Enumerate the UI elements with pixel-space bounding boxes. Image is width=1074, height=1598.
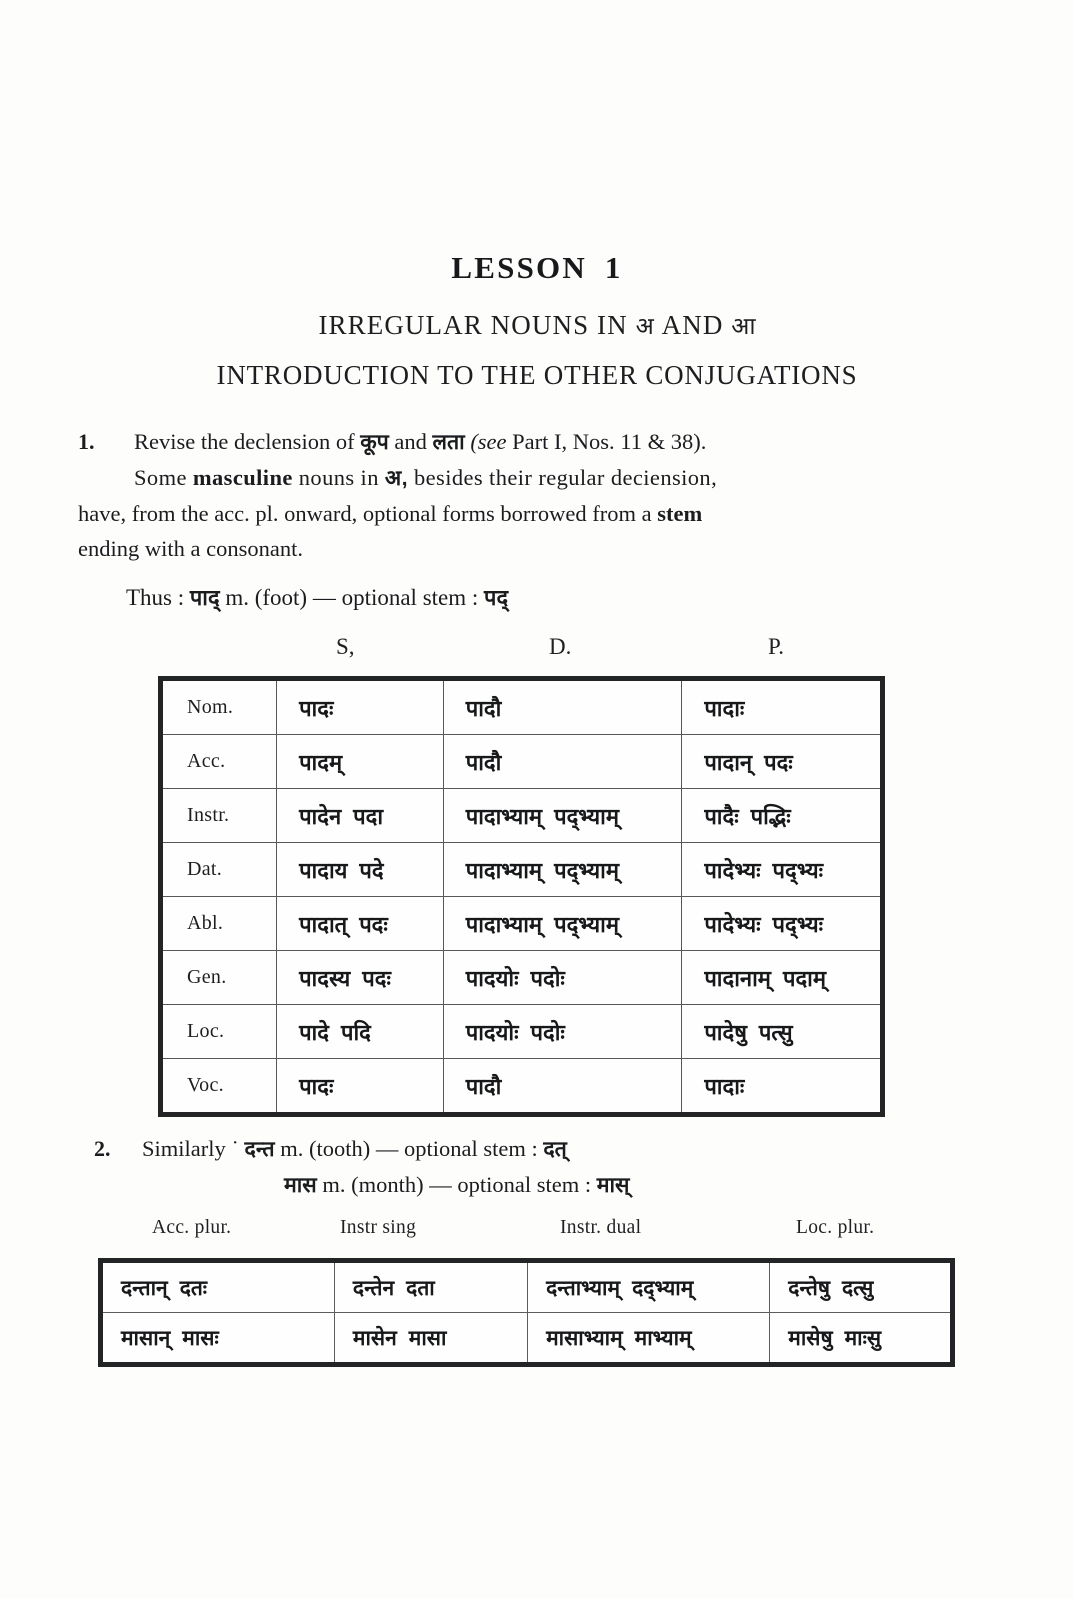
form-primary: पादाः [704, 695, 745, 721]
section-2-paragraph [94, 1131, 974, 1203]
cell-masa-instr-sing [334, 1313, 527, 1365]
cell-gen-sing [277, 951, 444, 1005]
optional-stem-mas: मास् [596, 1173, 630, 1197]
table-row [161, 735, 883, 789]
cell-loc-plur [682, 1005, 883, 1059]
optional-stem-dat: दत् [543, 1137, 567, 1161]
form-alt: पद्भिः [750, 803, 791, 829]
case-label-voc: Voc. [161, 1059, 277, 1115]
form-alt: दद्भ्याम् [632, 1276, 694, 1300]
form-primary: पादेन [299, 803, 342, 829]
declension-table [158, 676, 885, 1117]
cell-loc-sing [277, 1005, 444, 1059]
cell-acc-dual [443, 735, 682, 789]
case-label-instr: Instr. [161, 789, 277, 843]
form-primary: पादाः [704, 1073, 745, 1099]
subtitle-line-1 [0, 309, 1074, 341]
table-row [161, 951, 883, 1005]
page-title [0, 250, 1074, 286]
cell-instr-dual [443, 789, 682, 843]
s2-l2-gloss: m. (month) — optional stem : [322, 1172, 592, 1197]
cell-masa-instr-dual [528, 1313, 770, 1365]
section-2-line-2 [94, 1167, 974, 1203]
form-alt: पद्भ्यः [772, 911, 824, 937]
s1-l3-a: have, from the acc. pl. onward, optional forms borrowed from a [78, 501, 652, 526]
cell-voc-plur [682, 1059, 883, 1115]
s1-l1-d: Part I, Nos. 11 & 38). [512, 429, 707, 454]
form-alt: पद्भ्याम् [554, 857, 620, 883]
form-alt: पदोः [530, 965, 565, 991]
section-1-number: 1. [78, 429, 95, 454]
cell-nom-dual [443, 679, 682, 735]
table-row [161, 1005, 883, 1059]
lesson-title-word: LESSON [451, 250, 587, 285]
form-alt: पदः [764, 749, 793, 775]
cell-abl-dual [443, 897, 682, 951]
main-table-header-plural: P. [768, 634, 784, 659]
cell-dat-sing [277, 843, 444, 897]
cell-masa-loc-plur [770, 1313, 953, 1365]
case-label-dat: Dat. [161, 843, 277, 897]
cell-gen-plur [682, 951, 883, 1005]
form-primary: पादे [299, 1019, 329, 1045]
form-primary: दन्ताभ्याम् [546, 1276, 621, 1300]
form-primary: मासाभ्याम् [546, 1326, 623, 1350]
section-1-line-3 [78, 496, 978, 531]
subtitle-devanagari-a: अ [635, 313, 654, 340]
form-primary: मासेषु [788, 1326, 833, 1350]
bottom-table-header-instr-sing: Instr sing [340, 1217, 417, 1238]
form-alt: पदा [353, 803, 384, 829]
case-label-nom: Nom. [161, 679, 277, 735]
form-primary: पादः [299, 695, 334, 721]
form-primary: पादौ [465, 695, 502, 721]
table-row [161, 1059, 883, 1115]
form-primary: पादेभ्यः [704, 857, 761, 883]
form-primary: पादाभ्याम् [465, 911, 543, 937]
form-primary: मासान् [121, 1326, 171, 1350]
form-primary: पादेषु [704, 1019, 747, 1045]
lesson-number: 1 [604, 250, 623, 285]
cell-danta-acc-plur [101, 1261, 335, 1313]
subtitle-text-a: IRREGULAR NOUNS IN [318, 310, 628, 340]
form-primary: पादाभ्याम् [465, 803, 543, 829]
cell-acc-sing [277, 735, 444, 789]
cell-loc-dual [443, 1005, 682, 1059]
main-table-header-dual: D. [549, 634, 572, 659]
s1-word-kupa: कूप [360, 430, 389, 454]
case-label-acc: Acc. [161, 735, 277, 789]
form-primary: मासेन [352, 1326, 397, 1350]
form-primary: दन्तेन [352, 1276, 395, 1300]
s1-l2-b: nouns in [298, 465, 379, 490]
subtitle-text-b: AND [661, 310, 724, 340]
form-primary: दन्तेषु [788, 1276, 831, 1300]
s1-l2-bold: masculine [192, 465, 293, 490]
subtitle-devanagari-aa: आ [731, 313, 756, 340]
cell-gen-dual [443, 951, 682, 1005]
form-alt: दतः [179, 1276, 208, 1300]
similar-nouns-table [98, 1258, 955, 1367]
form-primary: पादस्य [299, 965, 351, 991]
table-row [161, 897, 883, 951]
subtitle-line-2: INTRODUCTION TO THE OTHER CONJUGATIONS [216, 360, 858, 390]
form-alt: पद्भ्याम् [554, 911, 620, 937]
form-primary: पादैः [704, 803, 739, 829]
case-label-gen: Gen. [161, 951, 277, 1005]
s1-l3-bold: stem [657, 501, 703, 526]
word-masa: मास [284, 1173, 317, 1197]
form-primary: पादम् [299, 749, 343, 775]
thus-line [126, 583, 508, 612]
form-primary: पादः [299, 1073, 334, 1099]
cell-voc-dual [443, 1059, 682, 1115]
thus-label: Thus : [126, 585, 185, 610]
section-1-line-1 [78, 424, 978, 460]
optional-stem-pad: पद् [484, 585, 509, 610]
form-primary: पादयोः [465, 965, 519, 991]
form-alt: पदः [362, 965, 391, 991]
section-1-line-4: ending with a consonant. [78, 536, 303, 561]
cell-instr-sing [277, 789, 444, 843]
s1-see-italic: (see [470, 429, 507, 454]
form-primary: पादाभ्याम् [465, 857, 543, 883]
form-primary: पादानाम् [704, 965, 771, 991]
cell-danta-instr-sing [334, 1261, 527, 1313]
cell-acc-plur [682, 735, 883, 789]
table-row [161, 679, 883, 735]
form-alt: माःसु [844, 1326, 882, 1350]
word-danta: दन्त [244, 1137, 275, 1161]
thus-gloss: m. (foot) — optional stem : [225, 585, 479, 610]
cell-nom-plur [682, 679, 883, 735]
s2-l1-gloss: m. (tooth) — optional stem : [280, 1136, 538, 1161]
section-1-line-2 [78, 460, 978, 496]
form-alt: मासः [182, 1326, 219, 1350]
s1-l1-a: Revise the declension of [134, 429, 355, 454]
case-label-loc: Loc. [161, 1005, 277, 1059]
cell-dat-dual [443, 843, 682, 897]
form-alt: दत्सु [842, 1276, 874, 1300]
form-alt: पदाम् [782, 965, 826, 991]
form-primary: पादेभ्यः [704, 911, 761, 937]
bottom-table-header-loc-plur: Loc. plur. [796, 1217, 875, 1238]
form-alt: पत्सु [758, 1019, 793, 1045]
section-2-line-1 [94, 1131, 974, 1167]
form-primary: पादान् [704, 749, 753, 775]
bottom-table-header-instr-dual: Instr. dual [560, 1217, 642, 1238]
table-row [101, 1313, 953, 1365]
form-primary: दन्तान् [121, 1276, 168, 1300]
form-primary: पादौ [465, 749, 502, 775]
form-alt: पद्भ्यः [772, 857, 824, 883]
s1-word-a-vowel: अ, [384, 466, 408, 490]
table-row [161, 789, 883, 843]
s2-similarly: Similarly ˙ [142, 1136, 239, 1161]
cell-dat-plur [682, 843, 883, 897]
table-row [161, 843, 883, 897]
cell-voc-sing [277, 1059, 444, 1115]
form-alt: पदि [340, 1019, 371, 1045]
cell-masa-acc-plur [101, 1313, 335, 1365]
cell-danta-loc-plur [770, 1261, 953, 1313]
case-label-abl: Abl. [161, 897, 277, 951]
form-alt: माभ्याम् [634, 1326, 692, 1350]
bottom-table-header-acc-plur: Acc. plur. [152, 1217, 232, 1238]
s1-l2-c: besides their regular deciension, [414, 465, 718, 490]
form-primary: पादात् [299, 911, 348, 937]
form-alt: पदः [359, 911, 388, 937]
form-alt: पद्भ्याम् [554, 803, 620, 829]
section-1-paragraph [78, 424, 978, 566]
s1-word-lata: लता [432, 430, 465, 454]
section-2-number: 2. [94, 1136, 111, 1161]
s1-l1-b: and [394, 429, 427, 454]
cell-abl-sing [277, 897, 444, 951]
word-pada: पाद् [189, 585, 220, 610]
cell-nom-sing [277, 679, 444, 735]
cell-abl-plur [682, 897, 883, 951]
form-alt: पदे [359, 857, 384, 883]
table-row [101, 1261, 953, 1313]
s1-l2-a: Some [134, 465, 187, 490]
form-primary: पादाय [299, 857, 348, 883]
cell-danta-instr-dual [528, 1261, 770, 1313]
form-primary: पादयोः [465, 1019, 519, 1045]
cell-instr-plur [682, 789, 883, 843]
main-table-header-singular: S, [336, 634, 355, 659]
form-alt: दता [406, 1276, 435, 1300]
form-primary: पादौ [465, 1073, 502, 1099]
form-alt: पदोः [530, 1019, 565, 1045]
form-alt: मासा [408, 1326, 447, 1350]
